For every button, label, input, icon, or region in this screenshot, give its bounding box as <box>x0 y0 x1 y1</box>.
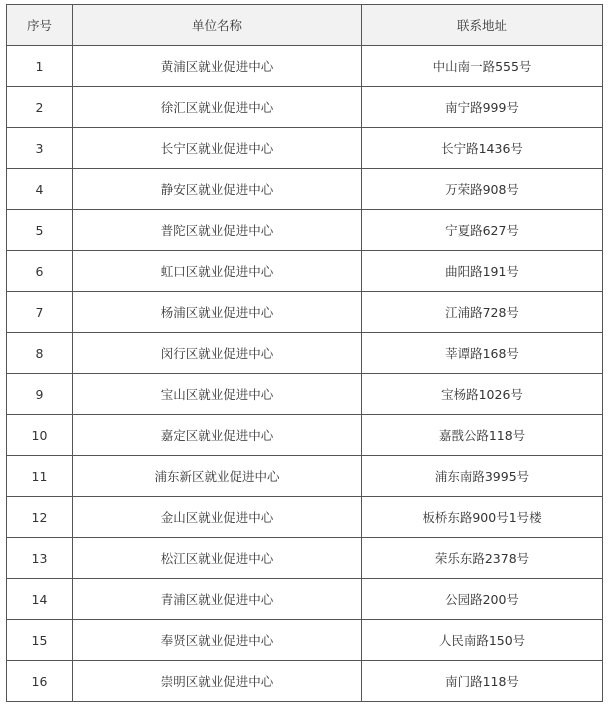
row-index: 6 <box>7 251 73 292</box>
row-unit-name: 奉贤区就业促进中心 <box>73 620 362 661</box>
row-index: 5 <box>7 210 73 251</box>
row-index: 11 <box>7 456 73 497</box>
row-index: 10 <box>7 415 73 456</box>
row-index: 12 <box>7 497 73 538</box>
row-address: 江浦路728号 <box>362 292 603 333</box>
row-unit-name: 黄浦区就业促进中心 <box>73 46 362 87</box>
row-unit-name: 宝山区就业促进中心 <box>73 374 362 415</box>
table-row <box>7 87 603 128</box>
header-unit-name: 单位名称 <box>73 5 362 46</box>
table-row <box>7 620 603 661</box>
row-address: 浦东南路3995号 <box>362 456 603 497</box>
row-address: 宁夏路627号 <box>362 210 603 251</box>
header-row <box>7 5 603 46</box>
row-unit-name: 松江区就业促进中心 <box>73 538 362 579</box>
row-address: 莘谭路168号 <box>362 333 603 374</box>
table-row <box>7 46 603 87</box>
row-index: 3 <box>7 128 73 169</box>
table-row <box>7 333 603 374</box>
row-address: 南宁路999号 <box>362 87 603 128</box>
table-row <box>7 415 603 456</box>
row-address: 中山南一路555号 <box>362 46 603 87</box>
row-unit-name: 长宁区就业促进中心 <box>73 128 362 169</box>
row-address: 宝杨路1026号 <box>362 374 603 415</box>
row-unit-name: 崇明区就业促进中心 <box>73 661 362 702</box>
row-address: 南门路118号 <box>362 661 603 702</box>
row-address: 长宁路1436号 <box>362 128 603 169</box>
row-index: 15 <box>7 620 73 661</box>
row-unit-name: 浦东新区就业促进中心 <box>73 456 362 497</box>
row-unit-name: 普陀区就业促进中心 <box>73 210 362 251</box>
row-unit-name: 虹口区就业促进中心 <box>73 251 362 292</box>
table-row <box>7 497 603 538</box>
row-unit-name: 静安区就业促进中心 <box>73 169 362 210</box>
row-address: 嘉戬公路118号 <box>362 415 603 456</box>
row-index: 13 <box>7 538 73 579</box>
row-index: 1 <box>7 46 73 87</box>
table-body <box>7 46 603 702</box>
row-unit-name: 闵行区就业促进中心 <box>73 333 362 374</box>
row-unit-name: 青浦区就业促进中心 <box>73 579 362 620</box>
row-index: 16 <box>7 661 73 702</box>
table-row <box>7 251 603 292</box>
table-row <box>7 661 603 702</box>
table-row <box>7 538 603 579</box>
row-index: 14 <box>7 579 73 620</box>
row-unit-name: 金山区就业促进中心 <box>73 497 362 538</box>
row-unit-name: 杨浦区就业促进中心 <box>73 292 362 333</box>
table-row <box>7 456 603 497</box>
employment-centers-table <box>6 4 603 702</box>
table-header <box>7 5 603 46</box>
row-address: 曲阳路191号 <box>362 251 603 292</box>
row-index: 2 <box>7 87 73 128</box>
row-address: 公园路200号 <box>362 579 603 620</box>
row-address: 人民南路150号 <box>362 620 603 661</box>
row-index: 9 <box>7 374 73 415</box>
row-unit-name: 徐汇区就业促进中心 <box>73 87 362 128</box>
table-row <box>7 292 603 333</box>
table-row <box>7 579 603 620</box>
table-row <box>7 374 603 415</box>
header-index: 序号 <box>7 5 73 46</box>
row-unit-name: 嘉定区就业促进中心 <box>73 415 362 456</box>
row-index: 8 <box>7 333 73 374</box>
row-address: 荣乐东路2378号 <box>362 538 603 579</box>
row-address: 板桥东路900号1号楼 <box>362 497 603 538</box>
row-address: 万荣路908号 <box>362 169 603 210</box>
header-address: 联系地址 <box>362 5 603 46</box>
row-index: 7 <box>7 292 73 333</box>
table-row <box>7 210 603 251</box>
table-row <box>7 169 603 210</box>
row-index: 4 <box>7 169 73 210</box>
table-row <box>7 128 603 169</box>
